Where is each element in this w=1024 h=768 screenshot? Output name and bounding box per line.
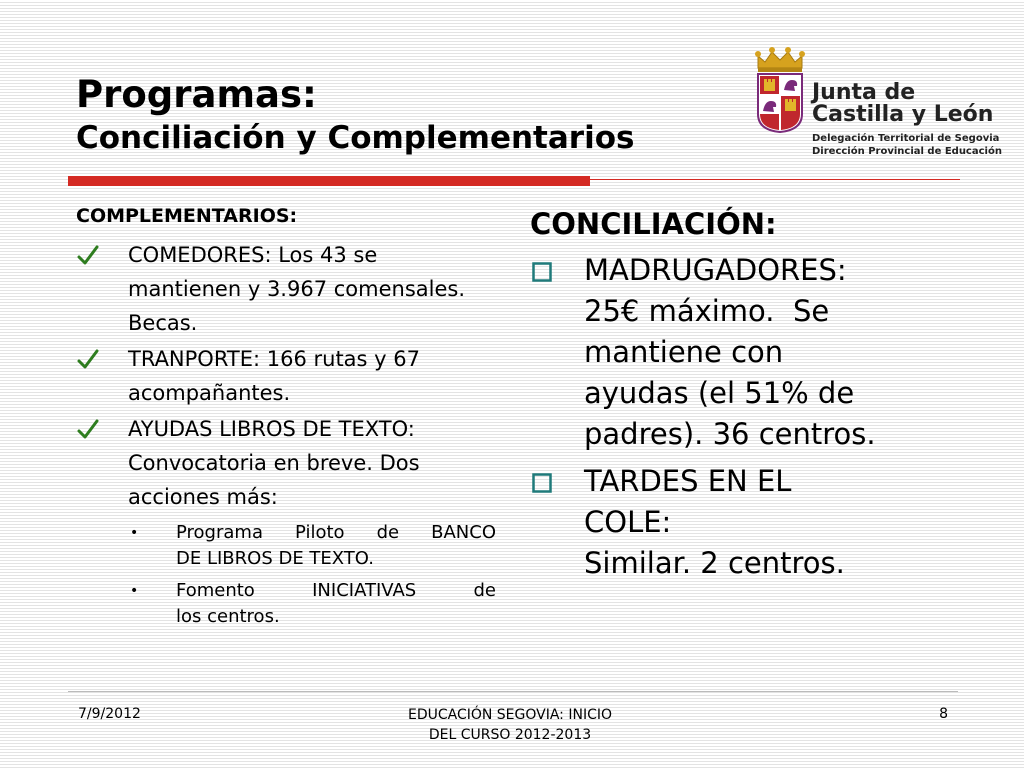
list-item [76,342,496,410]
list-item [530,461,970,584]
list-item-line: ayudas (el 51% de [584,376,855,410]
footer-caption [340,705,680,745]
title-underline-line [590,179,960,180]
list-item-text: TRANPORTE: 166 rutas y 67 acompañantes. [128,347,420,405]
check-icon [76,342,100,376]
list-item-line: Similar. 2 centros. [584,546,845,580]
list-item-line: MADRUGADORES: [584,253,847,287]
junta-logo [752,44,1002,164]
list-item-line: TARDES EN EL [584,464,792,498]
list-item-line: padres). 36 centros. [584,417,876,451]
footer-caption-line-2: DEL CURSO 2012-2013 [428,727,592,743]
title-line-2: Conciliación y Complementarios [76,120,635,156]
conciliacion-list [530,250,970,584]
check-icon [76,412,100,446]
bullet-dot-icon: • [130,525,139,541]
list-item-line: mantiene con [584,335,784,369]
logo-name [812,82,993,126]
sub-list-item [76,520,496,572]
footer-divider [68,691,958,692]
logo-name-line-1: Junta de [812,80,916,105]
logo-name-line-2: Castilla y León [812,102,994,127]
castilla-leon-crest-icon [752,44,808,134]
list-item [76,238,496,340]
complementarios-list [76,238,496,514]
list-item-text: COMEDORES: Los 43 se mantienen y 3.967 comensales. Becas. [128,243,465,335]
list-item-line: 25€ máximo. Se [584,294,830,328]
conciliacion-heading: CONCILIACIÓN: [530,207,777,241]
conciliacion-column [530,204,970,590]
title-line-1: Programas: [76,73,317,116]
bullet-dot-icon: • [130,583,139,599]
sub-list-item-text: Programa Piloto de BANCO [176,522,496,543]
square-bullet-icon [532,473,552,493]
logo-subtitle-2: Dirección Provincial de Educación [812,146,1002,157]
list-item-line: COLE: [584,505,672,539]
complementarios-heading: COMPLEMENTARIOS: [76,205,298,227]
list-item [76,412,496,514]
check-icon [76,238,100,272]
slide-title [76,72,634,158]
list-item [530,250,970,455]
logo-subtitle-1: Delegación Territorial de Segovia [812,133,1000,144]
sub-list-item-tail: los centros. [176,606,280,627]
footer-caption-line-1: EDUCACIÓN SEGOVIA: INICIO [407,707,613,723]
sub-list [76,520,496,630]
sub-list-item [76,578,496,630]
page-number: 8 [939,706,948,722]
square-bullet-icon [532,262,552,282]
complementarios-column [76,204,496,630]
title-underline-bar [68,176,590,186]
sub-list-item-text: Fomento INICIATIVAS de [176,580,496,601]
footer-date: 7/9/2012 [78,706,141,722]
list-item-text: AYUDAS LIBROS DE TEXTO: Convocatoria en breve. Dos acciones más: [128,417,420,509]
sub-list-item-tail: DE LIBROS DE TEXTO. [176,548,374,569]
